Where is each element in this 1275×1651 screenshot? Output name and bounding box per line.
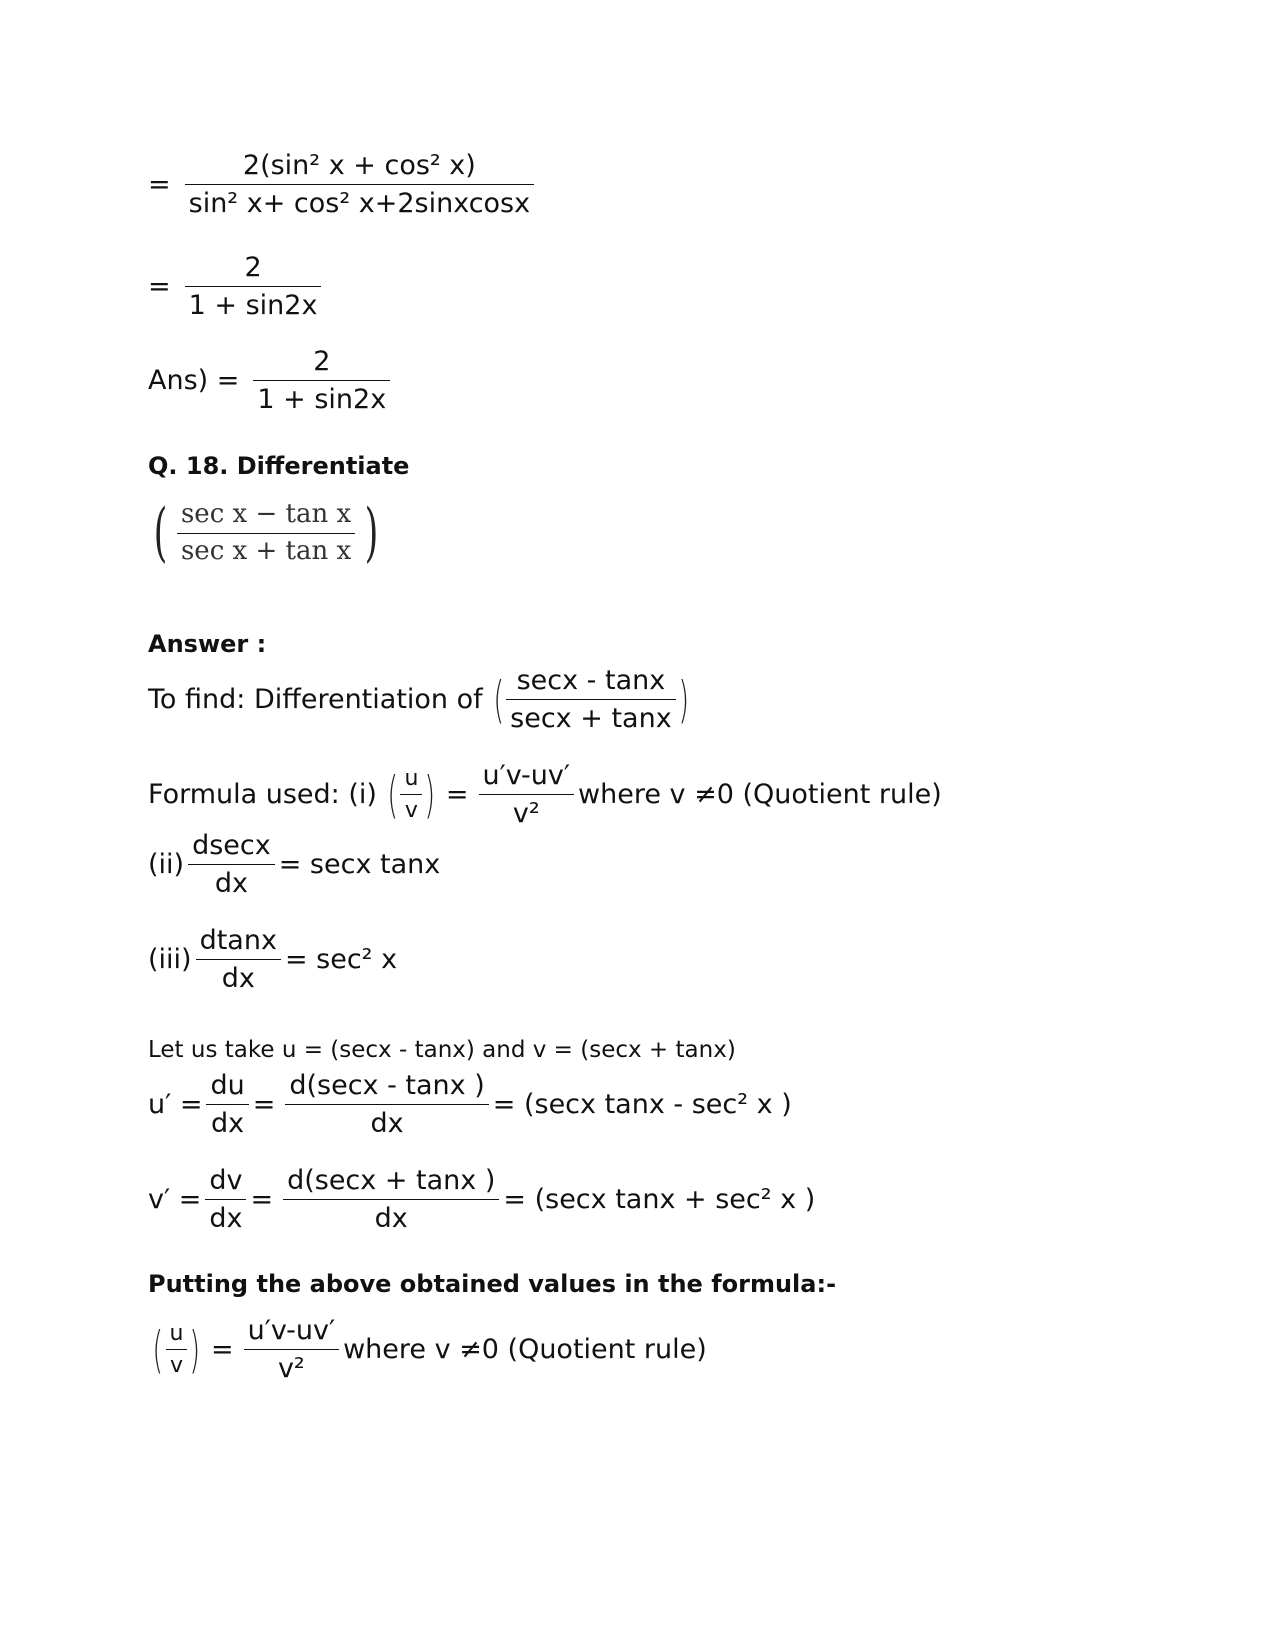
- denominator: secx + tanx: [506, 699, 676, 734]
- fraction: [208, 1070, 246, 1139]
- u-prime-derivation: u′ = $\frac{du}{dx}$ = $\frac{d(\sec x - \tan x )}{dx}$ = (secx tanx - sec² x ): [148, 1070, 792, 1140]
- denominator: 1 + sin2x: [253, 380, 390, 415]
- formula-tail: where v ≠0 (Quotient rule): [578, 779, 942, 811]
- fraction: [179, 500, 353, 567]
- fraction: [402, 766, 420, 824]
- numerator: dv: [209, 1165, 243, 1196]
- equals-sign: =: [148, 169, 171, 201]
- lhs: v′ =: [148, 1184, 202, 1216]
- rhs: = (secx tanx + sec² x ): [503, 1184, 816, 1216]
- denominator: v: [400, 794, 422, 823]
- lhs: u′ =: [148, 1089, 203, 1121]
- equation-1: [148, 150, 538, 219]
- u-over-v: [148, 1321, 205, 1379]
- right-paren: ): [189, 1320, 201, 1379]
- right-paren: ): [678, 670, 689, 729]
- denominator: sin² x+ cos² x+2sinxcosx: [185, 184, 534, 219]
- denominator: dx: [196, 959, 281, 994]
- fraction: [187, 252, 320, 321]
- formula-quotient-rule: Formula used: (i) ( $\frac{u}{v}$ ) = $\frac{u'v-uv'}{\text{v²}}$ where v ≠0 (Quotient rule): [148, 760, 942, 830]
- denominator: v: [166, 1349, 188, 1378]
- expression: [148, 496, 384, 571]
- fraction: [285, 1165, 497, 1234]
- numerator: 2(sin² x + cos² x): [242, 150, 476, 181]
- formula-dsecx: [148, 830, 440, 899]
- formula-quotient-rule-repeat: ( $\frac{u}{v}$ ) = $\frac{u'v-uv'}{\text{v²}}$ where v ≠0 (Quotient rule): [148, 1315, 707, 1384]
- fraction: [198, 925, 279, 994]
- numerator: d(secx + tanx ): [287, 1165, 496, 1196]
- v-prime-derivation: v′ = $\frac{dv}{dx}$ = $\frac{d(\sec x + \tan x )}{dx}$ = (secx tanx + sec² x ): [148, 1165, 816, 1235]
- denominator: dx: [283, 1199, 499, 1234]
- fraction: [255, 346, 388, 415]
- equals-sign: =: [148, 271, 171, 303]
- numerator: u′v-uv′: [482, 760, 571, 791]
- numerator: 2: [313, 346, 331, 377]
- denominator: dx: [205, 1199, 246, 1234]
- numerator: secx - tanx: [516, 665, 666, 696]
- formula-label: (ii): [148, 849, 185, 881]
- denominator: dx: [285, 1104, 488, 1139]
- let-statement: Let us take u = (secx - tanx) and v = (secx + tanx): [148, 1037, 736, 1063]
- numerator: du: [210, 1070, 245, 1101]
- denominator: dx: [206, 1104, 248, 1139]
- formula-dtanx: [148, 925, 397, 994]
- to-find-line: [148, 665, 693, 734]
- answer-heading: Answer :: [148, 630, 267, 658]
- left-paren: (: [152, 1320, 164, 1379]
- fraction: [287, 1070, 486, 1139]
- answer-line: [148, 346, 394, 415]
- question-expression: [148, 496, 384, 571]
- numerator: d(secx - tanx ): [289, 1070, 485, 1101]
- numerator: u′v-uv′: [247, 1315, 336, 1346]
- denominator: v²: [479, 794, 574, 829]
- denominator: v²: [244, 1349, 339, 1384]
- fraction: [190, 830, 273, 899]
- equation-2: [148, 252, 325, 321]
- left-paren: (: [153, 496, 168, 571]
- fraction: [508, 665, 674, 734]
- numerator: dsecx: [192, 830, 271, 861]
- numerator: 2: [244, 252, 262, 283]
- formula-label: Formula used: (i): [148, 779, 377, 811]
- rhs: = (secx tanx - sec² x ): [492, 1089, 792, 1121]
- fraction: [246, 1315, 337, 1384]
- denominator: 1 + sin2x: [185, 286, 322, 321]
- left-paren: (: [387, 765, 399, 824]
- fraction: [207, 1165, 244, 1234]
- numerator: u: [169, 1320, 184, 1346]
- numerator: dtanx: [199, 925, 277, 956]
- to-find-text: To find: Differentiation of: [148, 684, 483, 716]
- numerator: u: [404, 765, 419, 791]
- fraction: [187, 150, 532, 219]
- u-over-v: [383, 766, 440, 824]
- denominator: dx: [188, 864, 275, 899]
- numerator: sec x − tan x: [180, 499, 352, 529]
- right-paren: ): [424, 765, 436, 824]
- formula-rhs: = secx tanx: [278, 849, 441, 881]
- putting-heading: Putting the above obtained values in the formula:-: [148, 1270, 837, 1298]
- formula-rhs: = sec² x: [284, 944, 398, 976]
- fraction: [168, 1321, 186, 1379]
- answer-label: Ans) =: [148, 365, 240, 397]
- formula-label: (iii): [148, 944, 192, 976]
- question-title: Q. 18. Differentiate: [148, 452, 410, 480]
- right-paren: ): [364, 496, 379, 571]
- left-paren: (: [493, 670, 504, 729]
- expression: [489, 665, 694, 734]
- formula-tail: where v ≠0 (Quotient rule): [343, 1334, 707, 1366]
- denominator: sec x + tan x: [177, 533, 355, 567]
- fraction: [481, 760, 572, 829]
